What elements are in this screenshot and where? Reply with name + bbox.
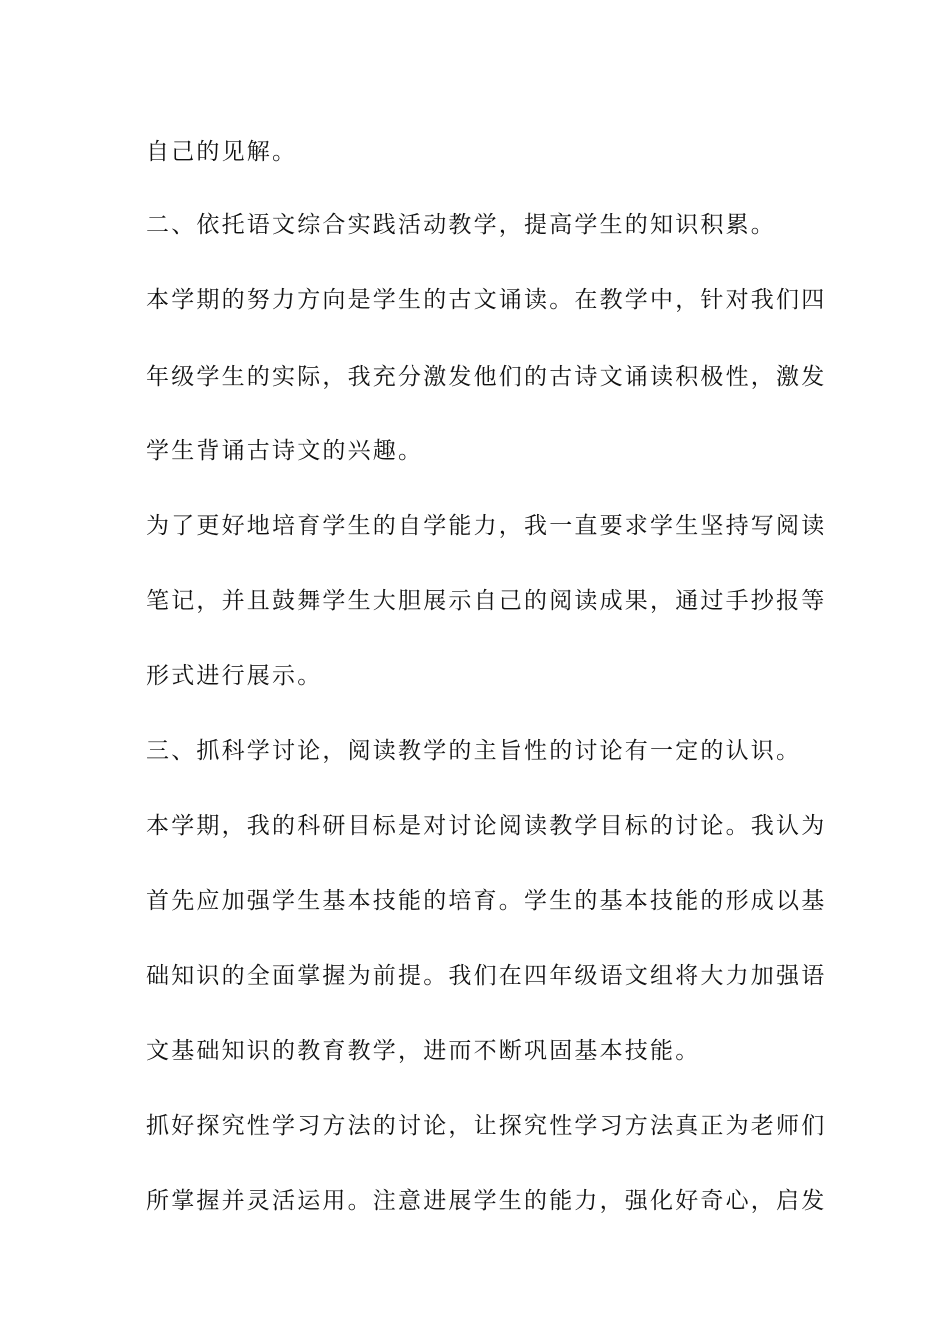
text-line: 文基础知识的教育教学，进而不断巩固基本技能。 (146, 1038, 701, 1064)
text-line: 年级学生的实际，我充分激发他们的古诗文诵读积极性，激发 (146, 364, 827, 390)
text-line: 础知识的全面掌握为前提。我们在四年级语文组将大力加强语 (146, 963, 827, 989)
section-heading: 三、抓科学讨论，阅读教学的主旨性的讨论有一定的认识。 (146, 738, 802, 764)
text-line: 本学期的努力方向是学生的古文诵读。在教学中，针对我们四 (146, 287, 827, 313)
text-line: 所掌握并灵活运用。注意进展学生的能力，强化好奇心，启发 (146, 1188, 827, 1214)
text-line: 抓好探究性学习方法的讨论，让探究性学习方法真正为老师们 (146, 1113, 827, 1139)
text-line: 学生背诵古诗文的兴趣。 (146, 438, 424, 464)
text-line: 首先应加强学生基本技能的培育。学生的基本技能的形成以基 (146, 888, 827, 914)
text-line: 本学期，我的科研目标是对讨论阅读教学目标的讨论。我认为 (146, 813, 827, 839)
text-line: 自己的见解。 (146, 139, 298, 165)
section-heading: 二、依托语文综合实践活动教学，提高学生的知识积累。 (146, 212, 776, 238)
text-line: 形式进行展示。 (146, 663, 323, 689)
text-line: 为了更好地培育学生的自学能力，我一直要求学生坚持写阅读 (146, 513, 827, 539)
text-line: 笔记，并且鼓舞学生大胆展示自己的阅读成果，通过手抄报等 (146, 588, 827, 614)
